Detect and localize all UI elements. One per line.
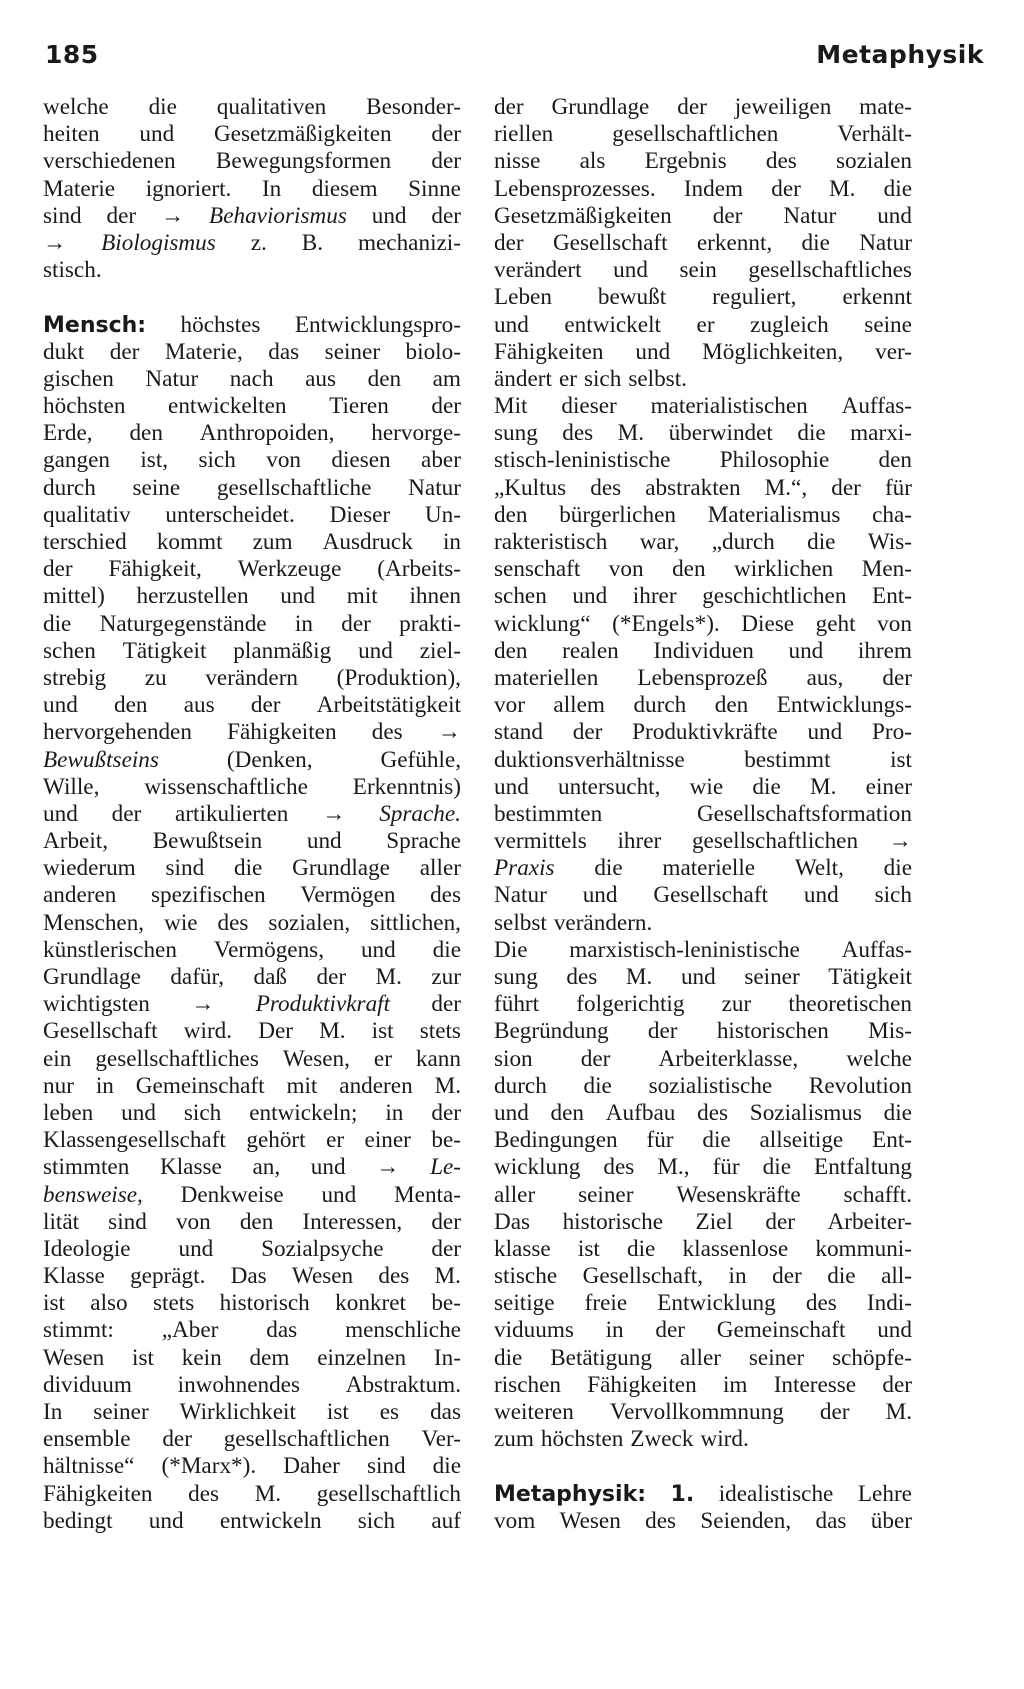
text-line: Natur und Gesellschaft und sich [494, 882, 912, 909]
text-line: hältnisse“ (*Marx*). Daher sind die [43, 1453, 461, 1480]
text-line: sind der → Behaviorismus und der [43, 202, 461, 229]
text-line: Mensch: höchstes Entwicklungspro- [43, 311, 461, 338]
text-line: und den Aufbau des Sozialismus die [494, 1099, 912, 1126]
text-column-right [494, 94, 912, 1535]
text-line: vermittels ihrer gesellschaftlichen → [494, 828, 912, 855]
text-line: wicklung des M., für die Entfaltung [494, 1154, 912, 1181]
paragraph-gap [43, 284, 461, 311]
text-line: verschiedenen Bewegungsformen der [43, 148, 461, 175]
text-line: rakteristisch war, „durch die Wis- [494, 529, 912, 555]
text-line: verändert und sein gesellschaftliches [494, 257, 912, 284]
text-line: aller seiner Wesenskräfte schafft. [494, 1181, 912, 1208]
text-line: riellen gesellschaftlichen Verhält- [494, 121, 912, 148]
text-column-left [43, 94, 461, 1535]
text-line: weiteren Vervollkommnung der M. [494, 1399, 912, 1425]
text-line: Lebensprozesses. Indem der M. die [494, 175, 912, 202]
text-line: Ideologie und Sozialpsyche der [43, 1235, 461, 1262]
text-line: stisch. [43, 257, 102, 284]
text-line: Erde, den Anthropoiden, hervorge- [43, 420, 461, 447]
text-line: der Fähigkeit, Werkzeuge (Arbeits- [43, 556, 461, 583]
text-line: bestimmten Gesellschaftsformation [494, 800, 912, 827]
text-line: gischen Natur nach aus den am [43, 365, 461, 392]
text-line: senschaft von den wirklichen Men- [494, 556, 912, 583]
text-line: schen und ihrer geschichtlichen Ent- [494, 583, 912, 610]
page-number: 185 [45, 40, 99, 69]
text-line: qualitativ unterscheidet. Dieser Un- [43, 501, 461, 528]
text-line: künstlerischen Vermögens, und die [43, 936, 461, 963]
text-line: In seiner Wirklichkeit ist es das [43, 1399, 461, 1425]
text-line: duktionsverhältnisse bestimmt ist [494, 746, 912, 773]
text-line: viduums in der Gemeinschaft und [494, 1317, 912, 1344]
text-line: schen Tätigkeit planmäßig und ziel- [43, 637, 461, 664]
text-line: ein gesellschaftliches Wesen, er kann [43, 1045, 461, 1072]
text-line: wiederum sind die Grundlage aller [43, 855, 461, 882]
text-line: nur in Gemeinschaft mit anderen M. [43, 1072, 461, 1099]
text-line: seitige freie Entwicklung des Indi- [494, 1290, 912, 1317]
text-line: Leben bewußt reguliert, erkennt [494, 284, 912, 311]
text-line: heiten und Gesetzmäßigkeiten der [43, 121, 461, 148]
text-line: ensemble der gesellschaftlichen Ver- [43, 1426, 461, 1453]
text-line: den bürgerlichen Materialismus cha- [494, 501, 912, 528]
text-line: „Kultus des abstrakten M.“, der für [494, 474, 912, 501]
text-line: hervorgehenden Fähigkeiten des → [43, 719, 461, 746]
text-line: und entwickelt er zugleich seine [494, 311, 912, 338]
text-line: vor allem durch den Entwicklungs- [494, 692, 912, 719]
text-line: bensweise, Denkweise und Menta- [43, 1181, 461, 1208]
text-line: dividuum inwohnendes Abstraktum. [43, 1371, 461, 1398]
text-line: durch die sozialistische Revolution [494, 1072, 912, 1099]
text-line: Wesen ist kein dem einzelnen In- [43, 1344, 461, 1371]
text-line: Klasse geprägt. Das Wesen des M. [43, 1263, 461, 1290]
text-line: der Grundlage der jeweiligen mate- [494, 94, 912, 120]
text-line: anderen spezifischen Vermögen des [43, 882, 461, 909]
text-line: Die marxistisch-leninistische Auffas- [494, 936, 912, 963]
text-line: stisch-leninistische Philosophie den [494, 447, 912, 474]
text-line: bedingt und entwickeln sich auf [43, 1507, 461, 1534]
text-line: Klassengesellschaft gehört er einer be- [43, 1127, 461, 1154]
text-line: den realen Individuen und ihrem [494, 637, 912, 664]
text-line: wicklung“ (*Engels*). Diese geht von [494, 610, 912, 637]
text-line: Mit dieser materialistischen Auffas- [494, 393, 912, 420]
text-line: sung des M. und seiner Tätigkeit [494, 964, 912, 990]
text-line: selbst verändern. [494, 909, 653, 936]
text-line: sung des M. überwindet die marxi- [494, 420, 912, 447]
text-line: ist also stets historisch konkret be- [43, 1290, 461, 1317]
text-line: stische Gesellschaft, in der die all- [494, 1263, 912, 1290]
text-line: sion der Arbeiterklasse, welche [494, 1045, 912, 1072]
running-head: Metaphysik [816, 40, 984, 69]
page-header [45, 40, 984, 80]
text-line: Begründung der historischen Mis- [494, 1018, 912, 1045]
text-line: Fähigkeiten und Möglichkeiten, ver- [494, 338, 912, 365]
text-line: Arbeit, Bewußtsein und Sprache [43, 828, 461, 855]
text-line: gangen ist, sich von diesen aber [43, 447, 461, 474]
text-line: durch seine gesellschaftliche Natur [43, 474, 461, 501]
text-line: terschied kommt zum Ausdruck in [43, 529, 461, 555]
text-line: stimmten Klasse an, und → Le- [43, 1154, 461, 1181]
paragraph-gap [494, 1453, 912, 1480]
text-line: Fähigkeiten des M. gesellschaftlich [43, 1480, 461, 1507]
text-line: Bedingungen für die allseitige Ent- [494, 1127, 912, 1154]
text-line: Das historische Ziel der Arbeiter- [494, 1208, 912, 1235]
text-line: Menschen, wie des sozialen, sittlichen, [43, 909, 461, 936]
text-line: zum höchsten Zweck wird. [494, 1426, 749, 1453]
text-line: Grundlage dafür, daß der M. zur [43, 964, 461, 990]
text-line: lität sind von den Interessen, der [43, 1208, 461, 1235]
text-line: Wille, wissenschaftliche Erkenntnis) [43, 773, 461, 800]
text-line: stimmt: „Aber das menschliche [43, 1317, 461, 1344]
text-line: stand der Produktivkräfte und Pro- [494, 719, 912, 746]
text-line: klasse ist die klassenlose kommuni- [494, 1235, 912, 1262]
text-line: und untersucht, wie die M. einer [494, 773, 912, 800]
text-line: leben und sich entwickeln; in der [43, 1099, 461, 1126]
text-line: mittel) herzustellen und mit ihnen [43, 583, 461, 610]
text-line: materiellen Lebensprozeß aus, der [494, 664, 912, 691]
text-line: höchsten entwickelten Tieren der [43, 393, 461, 420]
text-line: wichtigsten → Produktivkraft der [43, 991, 461, 1018]
text-line: Bewußtseins (Denken, Gefühle, [43, 746, 461, 773]
text-line: die Betätigung aller seiner schöpfe- [494, 1344, 912, 1371]
text-line: → Biologismus z. B. mechanizi- [43, 229, 461, 256]
text-line: Gesellschaft wird. Der M. ist stets [43, 1018, 461, 1045]
text-line: die Naturgegenstände in der prakti- [43, 610, 461, 637]
text-line: Metaphysik: 1. idealistische Lehre [494, 1480, 912, 1507]
text-line: dukt der Materie, das seiner biolo- [43, 338, 461, 365]
text-line: Materie ignoriert. In diesem Sinne [43, 175, 461, 202]
text-line: Gesetzmäßigkeiten der Natur und [494, 202, 912, 229]
text-line: welche die qualitativen Besonder- [43, 94, 461, 120]
text-line: vom Wesen des Seienden, das über [494, 1507, 912, 1534]
text-line: führt folgerichtig zur theoretischen [494, 991, 912, 1018]
text-line: und den aus der Arbeitstätigkeit [43, 692, 461, 719]
text-line: der Gesellschaft erkennt, die Natur [494, 229, 912, 256]
text-line: und der artikulierten → Sprache. [43, 800, 461, 827]
text-line: strebig zu verändern (Produktion), [43, 664, 461, 691]
text-line: nisse als Ergebnis des sozialen [494, 148, 912, 175]
text-line: rischen Fähigkeiten im Interesse der [494, 1371, 912, 1398]
text-line: ändert er sich selbst. [494, 365, 687, 392]
text-line: Praxis die materielle Welt, die [494, 855, 912, 882]
